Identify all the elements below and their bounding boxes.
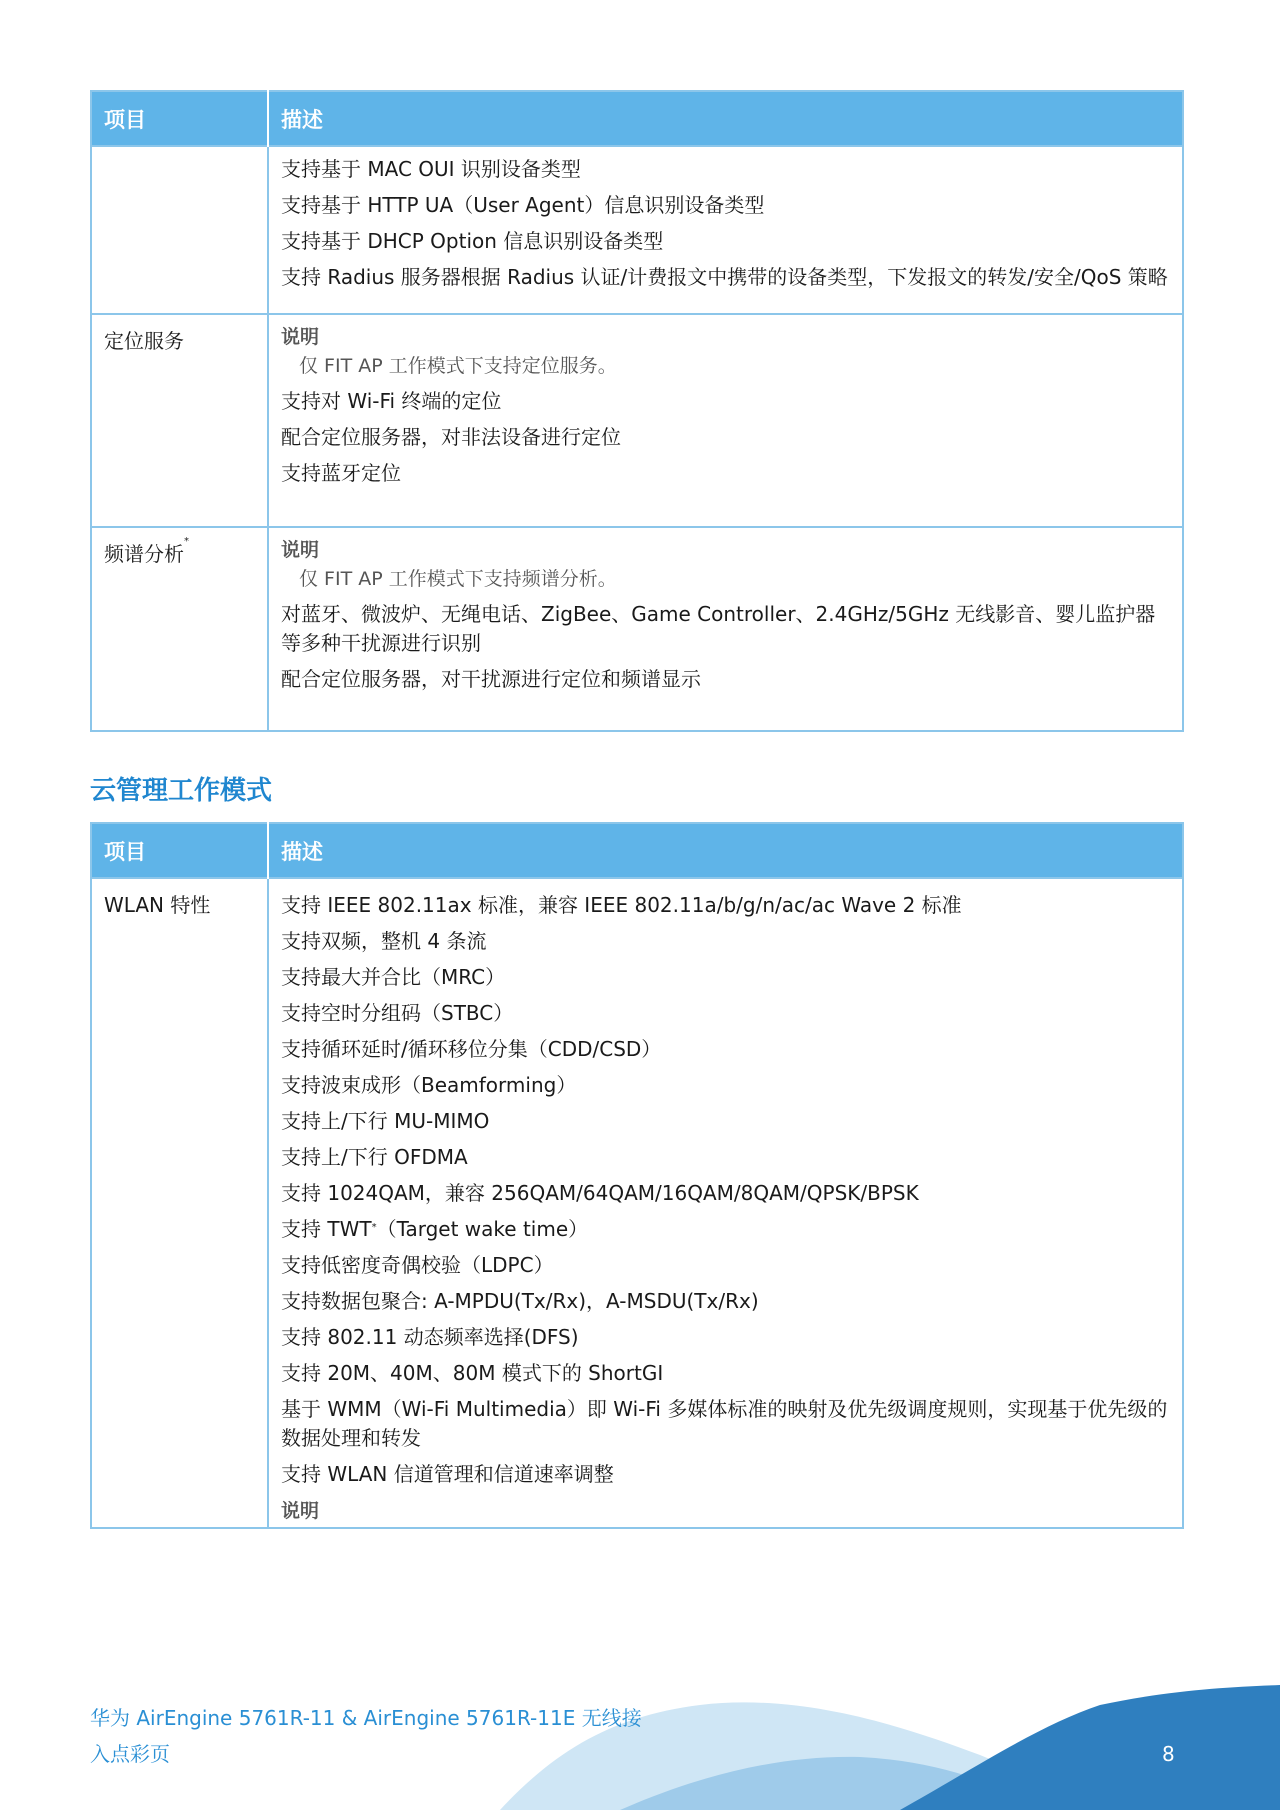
list-item: 支持对 Wi-Fi 终端的定位 [281, 389, 502, 413]
list-item: 对蓝牙、微波炉、无绳电话、ZigBee、Game Controller、2.4GHz/5GHz 无线影音、婴儿监护器等多种干扰源进行识别 [281, 602, 1156, 655]
row-description-cell [268, 878, 1183, 1528]
row-item-cell: 定位服务 [91, 314, 268, 527]
table-header-row [91, 823, 1183, 878]
list-item: 配合定位服务器，对非法设备进行定位 [281, 425, 621, 449]
asterisk-mark: * [371, 1222, 377, 1233]
list-item: 支持 20M、40M、80M 模式下的 ShortGI [281, 1361, 664, 1385]
list-item: 配合定位服务器，对干扰源进行定位和频谱显示 [281, 667, 701, 691]
page-number: 8 [1162, 1742, 1175, 1766]
header-item: 项目 [91, 91, 268, 146]
table-row [91, 527, 1183, 731]
spec-table-cloud-management [90, 822, 1184, 1529]
list-item [281, 1215, 1170, 1244]
header-description: 描述 [268, 823, 1183, 878]
table-row [91, 314, 1183, 527]
list-item: 支持基于 HTTP UA（User Agent）信息识别设备类型 [281, 193, 765, 217]
header-item: 项目 [91, 823, 268, 878]
note-label: 说明 [281, 539, 320, 561]
section-title: 云管理工作模式 [90, 776, 273, 806]
list-item: 支持空时分组码（STBC） [281, 1001, 514, 1025]
list-item: 支持基于 DHCP Option 信息识别设备类型 [281, 229, 664, 253]
list-item: 支持波束成形（Beamforming） [281, 1073, 577, 1097]
list-item: 支持低密度奇偶校验（LDPC） [281, 1253, 554, 1277]
list-item: 支持蓝牙定位 [281, 461, 401, 485]
twt-text: 支持 TWT [281, 1217, 372, 1241]
table-header-row [91, 91, 1183, 146]
row-description-cell [268, 527, 1183, 731]
list-item: 基于 WMM（Wi-Fi Multimedia）即 Wi-Fi 多媒体标准的映射及优先级调度规则，实现基于优先级的数据处理和转发 [281, 1397, 1168, 1450]
note-label: 说明 [281, 326, 320, 348]
row-item-cell [91, 527, 268, 731]
row-item-label: 频谱分析 [104, 542, 184, 566]
list-item: 支持数据包聚合: A-MPDU(Tx/Rx)，A-MSDU(Tx/Rx) [281, 1289, 759, 1313]
list-item: 支持 Radius 服务器根据 Radius 认证/计费报文中携带的设备类型，下发报文的转发/安全/QoS 策略 [281, 265, 1168, 289]
note-text: 仅 FIT AP 工作模式下支持定位服务。 [299, 355, 617, 377]
footer-title: 华为 AirEngine 5761R-11 & AirEngine 5761R-11E 无线接入点彩页 [90, 1706, 642, 1766]
spec-table-positioning [90, 90, 1184, 732]
list-item: 支持最大并合比（MRC） [281, 965, 506, 989]
table-row [91, 878, 1183, 1528]
list-item: 支持上/下行 OFDMA [281, 1145, 468, 1169]
list-item: 支持上/下行 MU-MIMO [281, 1109, 490, 1133]
list-item: 支持循环延时/循环移位分集（CDD/CSD） [281, 1037, 662, 1061]
table-row [91, 146, 1183, 314]
row-description-cell [268, 146, 1183, 314]
row-description-cell [268, 314, 1183, 527]
twt-suffix: （Target wake time） [376, 1217, 589, 1241]
row-item-cell: WLAN 特性 [91, 878, 268, 1528]
list-item: 支持 802.11 动态频率选择(DFS) [281, 1325, 579, 1349]
list-item: 支持 1024QAM，兼容 256QAM/64QAM/16QAM/8QAM/QPSK/BPSK [281, 1181, 919, 1205]
list-item: 支持 WLAN 信道管理和信道速率调整 [281, 1462, 614, 1486]
note-text: 仅 FIT AP 工作模式下支持频谱分析。 [299, 568, 617, 590]
asterisk-mark: * [184, 536, 189, 547]
header-description: 描述 [268, 91, 1183, 146]
note-label: 说明 [281, 1500, 320, 1522]
list-item: 支持 IEEE 802.11ax 标准，兼容 IEEE 802.11a/b/g/n/ac/ac Wave 2 标准 [281, 893, 962, 917]
row-item-cell [91, 146, 268, 314]
list-item: 支持双频，整机 4 条流 [281, 929, 487, 953]
list-item: 支持基于 MAC OUI 识别设备类型 [281, 157, 581, 181]
